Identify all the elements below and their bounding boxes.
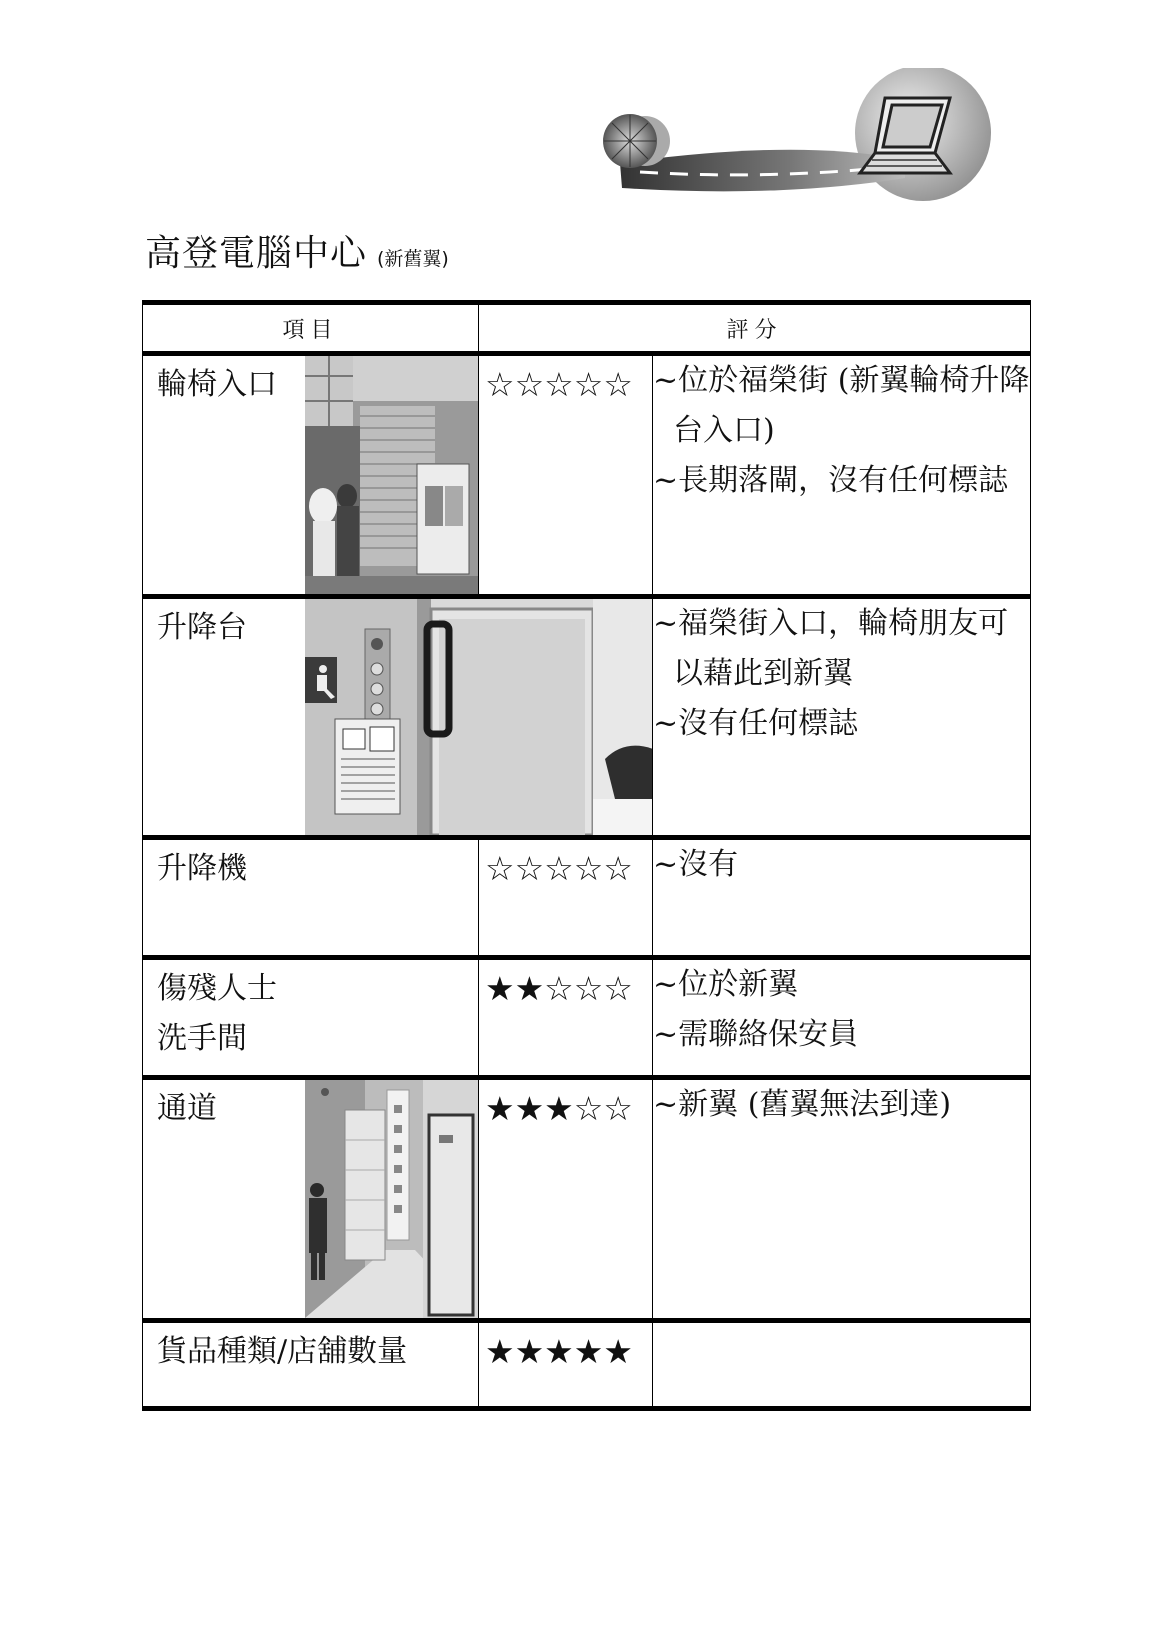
star-rating: ★★★★★ [485, 1332, 633, 1371]
comments-cell [653, 958, 1031, 1078]
rating-cell [479, 354, 653, 597]
table-row [143, 958, 1031, 1078]
item-label [143, 960, 478, 1064]
item-label: 通道 [157, 1091, 217, 1126]
comment-line: ~沒有任何標誌 [653, 706, 859, 741]
rating-cell [479, 838, 653, 958]
table-row [143, 838, 1031, 958]
item-cell [143, 1078, 305, 1321]
comment-line: ~沒有 [653, 847, 739, 882]
comment-line: ~福榮街入口，輪椅朋友可以藉此到新翼 [653, 606, 1009, 691]
item-cell [143, 1321, 479, 1409]
item-label-line: 洗手間 [157, 1021, 247, 1056]
item-cell [143, 597, 305, 838]
star-rating: ☆☆☆☆☆ [485, 849, 633, 888]
table-row [143, 1078, 1031, 1321]
star-rating: ☆☆☆☆☆ [485, 365, 633, 404]
rating-cell [479, 958, 653, 1078]
table-row [143, 354, 1031, 597]
item-cell [143, 838, 479, 958]
item-label: 升降台 [157, 610, 247, 645]
table-row [143, 597, 1031, 838]
comment-line: ~長期落閘，沒有任何標誌 [653, 463, 1009, 498]
laptop-road-logo [600, 68, 1020, 218]
comments-cell [653, 597, 1031, 838]
comments-cell [653, 1321, 1031, 1409]
comment-line: ~新翼 (舊翼無法到達) [653, 1087, 952, 1122]
wheelchair-lift-photo [305, 597, 653, 838]
comments-cell [653, 354, 1031, 597]
item-label-line: 傷殘人士 [157, 971, 277, 1006]
title-main: 高登電腦中心 [145, 233, 368, 274]
rating-table [142, 300, 1031, 1411]
star-rating: ★★☆☆☆ [485, 969, 633, 1008]
comment-line: ~位於福榮街 (新翼輪椅升降台入口) [653, 363, 1030, 448]
comments-cell [653, 1078, 1031, 1321]
shop-shutter-photo [305, 354, 479, 597]
header-rating: 評分 [479, 303, 1031, 354]
star-rating: ★★★☆☆ [485, 1089, 633, 1128]
item-cell [143, 958, 479, 1078]
rating-cell [479, 1078, 653, 1321]
corridor-photo [305, 1078, 479, 1321]
comment-line: ~需聯絡保安員 [653, 1017, 859, 1052]
title-subtitle: (新舊翼) [377, 248, 449, 270]
item-label: 貨品種類/店舖數量 [157, 1334, 408, 1369]
table-row [143, 1321, 1031, 1409]
item-label: 輪椅入口 [157, 367, 277, 402]
item-label: 升降機 [157, 851, 247, 886]
rating-cell [479, 1321, 653, 1409]
comments-cell [653, 838, 1031, 958]
header-item: 項目 [143, 303, 479, 354]
item-cell [143, 354, 305, 597]
comment-line: ~位於新翼 [653, 967, 799, 1002]
page-title [145, 225, 449, 276]
table-header-row [143, 303, 1031, 354]
